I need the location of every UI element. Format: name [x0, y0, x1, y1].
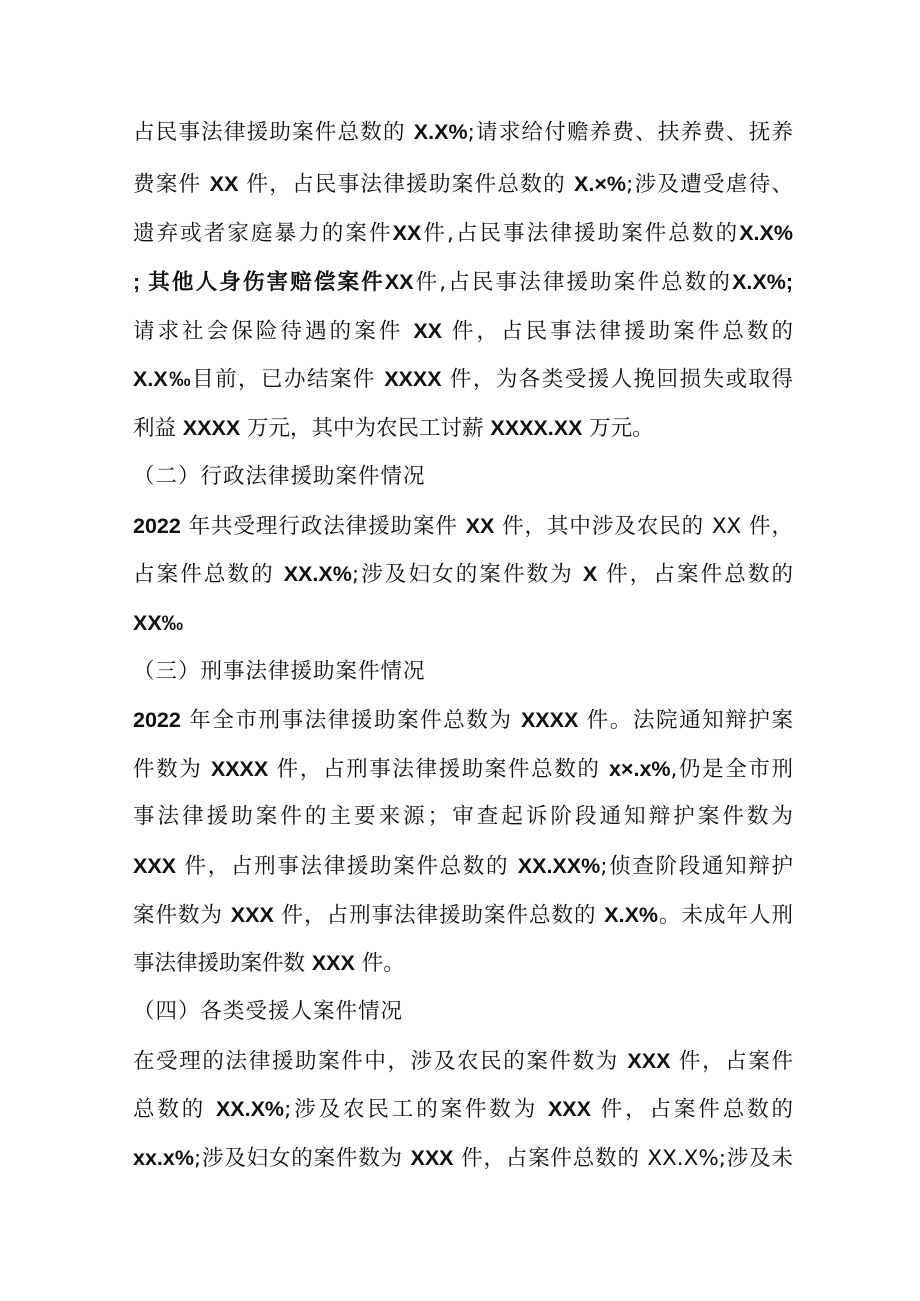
paragraph-line-10: 占案件总数的 XX.X%;涉及妇女的案件数为 X 件，占案件总数的 [133, 562, 793, 587]
paragraph-line-17: 案件数为 XXX 件，占刑事法律援助案件总数的 X.X%。未成年人刑 [133, 903, 793, 928]
paragraph-line-3: 遗弃或者家庭暴力的案件XX件,占民事法律援助案件总数的X.X% [133, 221, 793, 246]
paragraph-line-21: 总数的 XX.X%;涉及农民工的案件数为 XXX 件，占案件总数的 [133, 1097, 793, 1122]
section-heading-criminal: （三）刑事法律援助案件情况 [133, 659, 426, 684]
paragraph-line-18: 事法律援助案件数 XXX 件。 [133, 951, 405, 976]
paragraph-line-6: X.X‰目前，已办结案件 XXXX 件，为各类受援人挽回损失或取得 [133, 367, 793, 392]
paragraph-line-4: ; 其他人身伤害赔偿案件XX件,占民事法律援助案件总数的X.X%; [133, 270, 793, 295]
paragraph-line-11: XX‰ [133, 611, 184, 635]
paragraph-line-5: 请求社会保险待遇的案件 XX 件，占民事法律援助案件总数的 [133, 319, 793, 344]
paragraph-line-13: 2022 年全市刑事法律援助案件总数为 XXXX 件。法院通知辩护案 [133, 708, 793, 733]
paragraph-line-14: 件数为 XXXX 件，占刑事法律援助案件总数的 x×.x%,仍是全市刑 [133, 757, 794, 782]
paragraph-line-16: XXX 件，占刑事法律援助案件总数的 XX.XX%;侦查阶段通知辩护 [133, 854, 793, 879]
paragraph-line-22: xx.x%;涉及妇女的案件数为 XXX 件，占案件总数的 XX.X%;涉及未 [133, 1146, 793, 1171]
section-heading-administrative: （二）行政法律援助案件情况 [133, 464, 426, 489]
paragraph-line-1: 占民事法律援助案件总数的 X.X%;请求给付赡养费、扶养费、抚养 [133, 120, 793, 145]
paragraph-line-20: 在受理的法律援助案件中，涉及农民的案件数为 XXX 件，占案件 [133, 1049, 793, 1074]
section-heading-recipients: （四）各类受援人案件情况 [133, 999, 404, 1024]
paragraph-line-2: 费案件 XX 件，占民事法律援助案件总数的 X.×%;涉及遭受虐待、 [133, 172, 794, 197]
paragraph-line-15: 事法律援助案件的主要来源；审查起诉阶段通知辩护案件数为 [133, 804, 793, 829]
paragraph-line-7: 利益 XXXX 万元，其中为农民工讨薪 XXXX.XX 万元。 [133, 416, 654, 441]
paragraph-line-9: 2022 年共受理行政法律援助案件 XX 件，其中涉及农民的 XX 件， [133, 514, 794, 539]
